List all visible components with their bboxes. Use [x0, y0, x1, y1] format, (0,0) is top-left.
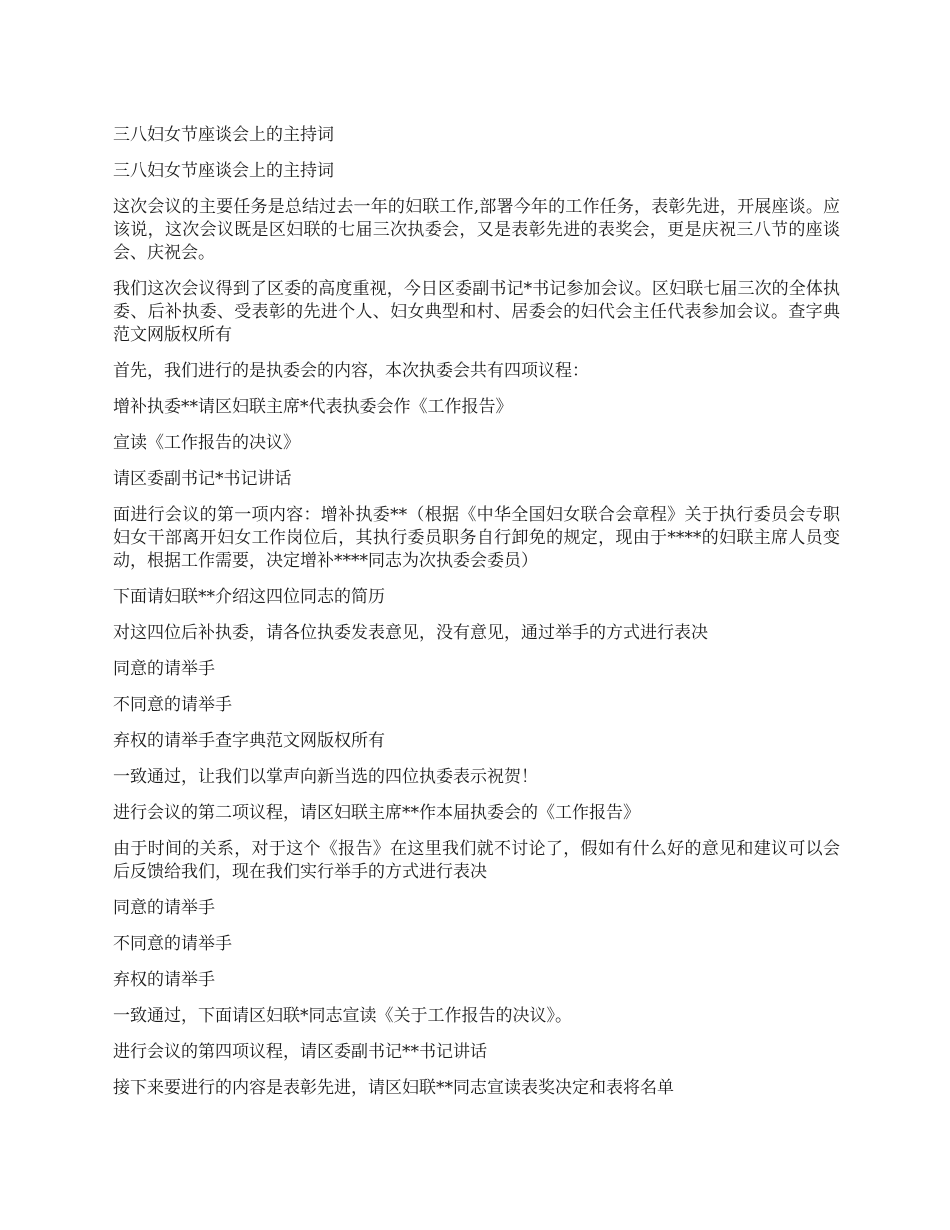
paragraph: 由于时间的关系，对于这个《报告》在这里我们就不讨论了，假如有什么好的意见和建议可以会后反馈给我们，现在我们实行举手的方式进行表决 — [113, 839, 840, 882]
paragraph: 接下来要进行的内容是表彰先进，请区妇联**同志宣读表奖决定和表将名单 — [113, 1078, 674, 1098]
paragraph: 请区委副书记*书记讲话 — [113, 469, 292, 489]
paragraph: 下面请妇联**介绍这四位同志的简历 — [113, 587, 385, 607]
paragraph: 同意的请举手 — [113, 898, 215, 918]
paragraph: 进行会议的第二项议程，请区妇联主席**作本届执委会的《工作报告》 — [113, 803, 640, 823]
paragraph: 我们这次会议得到了区委的高度重视，今日区委副书记*书记参加会议。区妇联七届三次的全体执委、后补执委、受表彰的先进个人、妇女典型和村、居委会的妇代会主任代表参加会议。查字典范文网版权所有 — [113, 279, 840, 345]
paragraph: 弃权的请举手 — [113, 970, 215, 990]
paragraph: 增补执委**请区妇联主席*代表执委会作《工作报告》 — [113, 397, 513, 417]
paragraph: 不同意的请举手 — [113, 695, 232, 715]
document-title: 三八妇女节座谈会上的主持词 — [113, 125, 334, 145]
paragraph: 不同意的请举手 — [113, 934, 232, 954]
paragraph: 同意的请举手 — [113, 659, 215, 679]
paragraph: 首先，我们进行的是执委会的内容，本次执委会共有四项议程： — [113, 361, 589, 381]
paragraph: 三八妇女节座谈会上的主持词 — [113, 161, 334, 181]
paragraph: 对这四位后补执委，请各位执委发表意见，没有意见，通过举手的方式进行表决 — [113, 623, 708, 643]
document-body — [113, 124, 840, 1113]
paragraph: 一致通过，让我们以掌声向新当选的四位执委表示祝贺！ — [113, 767, 538, 787]
paragraph: 宣读《工作报告的决议》 — [113, 433, 300, 453]
paragraph: 一致通过，下面请区妇联*同志宣读《关于工作报告的决议》。 — [113, 1006, 572, 1026]
paragraph: 面进行会议的第一项内容：增补执委**（根据《中华全国妇女联合会章程》关于执行委员会专职妇女干部离开妇女工作岗位后，其执行委员职务自行卸免的规定，现由于****的妇联主席人员变动，根据工作需要，决定增补****同志为次执委会委员） — [113, 505, 840, 571]
paragraph: 这次会议的主要任务是总结过去一年的妇联工作,部署今年的工作任务，表彰先进，开展座谈。应该说，这次会议既是区妇联的七届三次执委会，又是表彰先进的表奖会，更是庆祝三八节的座谈会、庆祝会。 — [113, 197, 840, 263]
paragraph: 进行会议的第四项议程，请区委副书记**书记讲话 — [113, 1042, 487, 1062]
paragraph: 弃权的请举手查字典范文网版权所有 — [113, 731, 385, 751]
